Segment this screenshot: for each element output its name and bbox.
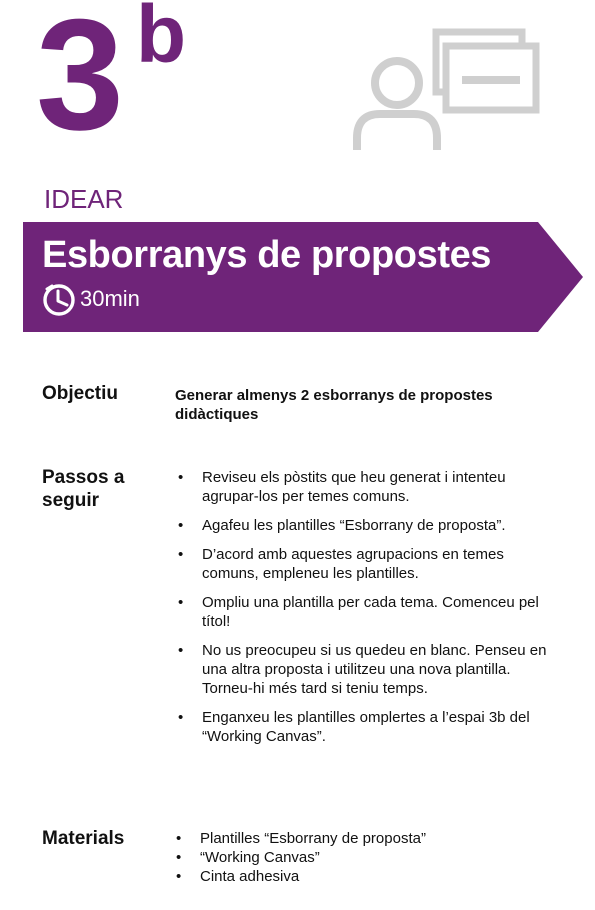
bullet-icon: •	[178, 709, 184, 726]
person-presentation-icon	[350, 28, 542, 154]
bullet-icon: •	[178, 642, 184, 659]
bullet-icon: •	[176, 849, 182, 866]
bullet-icon: •	[176, 868, 182, 885]
activity-title: Esborranys de propostes	[42, 234, 492, 276]
step-item-text: No us preocupeu si us quedeu en blanc. Penseu en una altra proposta i utilitzeu una nova plantilla. Torneu-hi més tard si teniu temps.	[202, 642, 547, 697]
bullet-icon: •	[178, 517, 184, 534]
materials-heading: Materials	[42, 828, 125, 849]
step-item	[178, 468, 548, 506]
material-item	[176, 867, 546, 886]
step-item-text: Agafeu les plantilles “Esborrany de proposta”.	[202, 517, 506, 534]
step-item-text: Ompliu una plantilla per cada tema. Comenceu pel títol!	[202, 594, 539, 630]
phase-label: IDEAR	[44, 184, 124, 214]
material-item-text: Cinta adhesiva	[200, 868, 300, 885]
material-item	[176, 829, 546, 848]
step-item-text: D’acord amb aquestes agrupacions en temes comuns, empleneu les plantilles.	[202, 546, 504, 582]
materials-list	[176, 829, 546, 886]
step-superscript: b	[136, 0, 187, 80]
step-item	[178, 593, 548, 631]
steps-list	[178, 468, 548, 756]
objective-heading: Objectiu	[42, 383, 119, 404]
bullet-icon: •	[178, 469, 184, 486]
duration-label: 30min	[80, 286, 140, 311]
clock-icon	[42, 283, 76, 317]
bullet-icon: •	[178, 594, 184, 611]
bullet-icon: •	[178, 546, 184, 563]
step-item-text: Reviseu els pòstits que heu generat i intenteu agrupar-los per temes comuns.	[202, 469, 506, 505]
step-item-text: Enganxeu les plantilles omplertes a l’espai 3b del “Working Canvas”.	[202, 709, 530, 745]
step-item	[178, 545, 548, 583]
step-item	[178, 641, 548, 698]
material-item-text: Plantilles “Esborrany de proposta”	[200, 830, 426, 847]
objective-text: Generar almenys 2 esborranys de propostes didàctiques	[175, 387, 493, 423]
step-item	[178, 708, 548, 746]
material-item-text: “Working Canvas”	[200, 849, 320, 866]
bullet-icon: •	[176, 830, 182, 847]
step-item	[178, 516, 548, 535]
material-item	[176, 848, 546, 867]
step-number: 3	[36, 0, 118, 163]
steps-heading: Passos a seguir	[42, 467, 125, 511]
